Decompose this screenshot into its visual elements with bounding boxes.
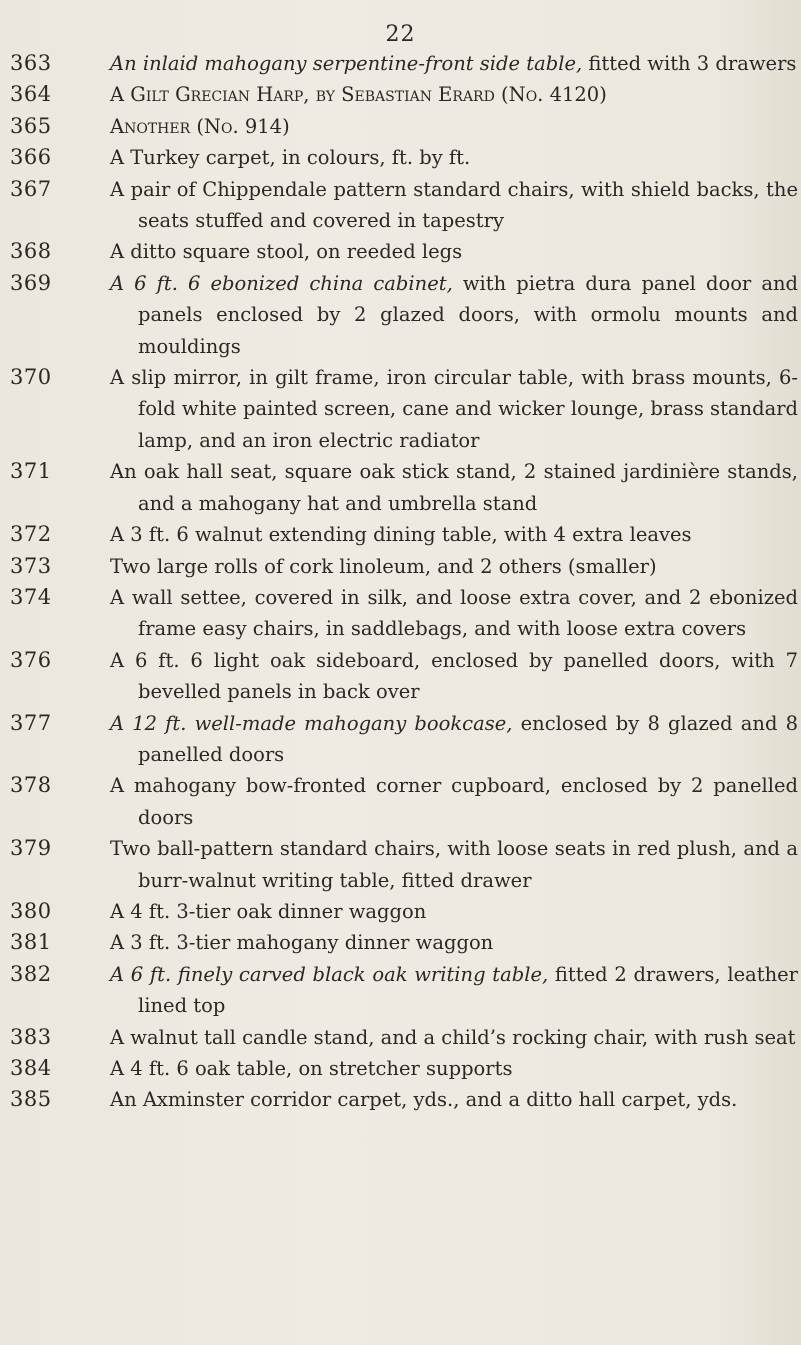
lot-number: 385 (10, 1087, 52, 1112)
description-text: An oak hall seat, square oak stick stand, 2 stained jardinière stands, and a mahogany hat and umbrella stand (110, 460, 798, 515)
lot-description (110, 174, 798, 237)
lot-number: 365 (10, 113, 52, 138)
lot-number: 363 (10, 51, 52, 75)
lot-description (110, 48, 798, 79)
description-text: A Gilt Grecian Harp, by Sebastian Erard (No. 4120) (110, 83, 607, 107)
lot-description (110, 833, 798, 896)
lot-entry (0, 362, 801, 456)
description-text: A ditto square stool, on reeded legs (110, 240, 463, 264)
lot-entry (0, 959, 801, 1022)
description-text: A slip mirror, in gilt frame, iron circular table, with brass mounts, 6-fold white painted screen, cane and wicker lounge, brass standard lamp, and an iron electric radiator (110, 366, 798, 452)
description-text: A 6 ft. finely carved black oak writing table, (110, 962, 549, 986)
lot-number: 367 (10, 176, 52, 201)
lot-description (110, 582, 798, 645)
lot-description (110, 1022, 798, 1053)
lot-description (110, 770, 798, 833)
description-text: enclosed by 8 glazed and 8 panelled doors (138, 711, 798, 766)
lot-entry (0, 1053, 801, 1084)
description-text: A 4 ft. 3-tier oak dinner waggon (110, 899, 427, 923)
lot-entry (0, 236, 801, 267)
lot-description (110, 645, 798, 708)
description-text: fitted 2 drawers, leather lined top (138, 962, 798, 1018)
lot-entry (0, 582, 801, 645)
lot-entry (0, 111, 801, 142)
lot-description (110, 1053, 798, 1084)
lot-list (0, 48, 801, 1116)
description-text: Two large rolls of cork linoleum, and 2 others (smaller) (110, 554, 657, 578)
description-text: An inlaid mahogany serpentine-front side table, (110, 52, 583, 75)
lot-number: 373 (10, 553, 52, 578)
lot-number: 384 (10, 1056, 52, 1080)
lot-entry (0, 519, 801, 550)
lot-description (110, 927, 798, 958)
lot-description (110, 111, 798, 142)
lot-description (110, 519, 798, 550)
lot-entry (0, 48, 801, 79)
lot-number: 369 (10, 270, 52, 295)
lot-entry (0, 174, 801, 237)
lot-entry (0, 268, 801, 362)
lot-description (110, 896, 798, 927)
lot-entry (0, 896, 801, 927)
lot-number: 377 (10, 710, 52, 735)
description-text: A 6 ft. 6 light oak sideboard, enclosed by panelled doors, with 7 bevelled panels in back over (110, 648, 798, 704)
description-text: An Axminster corridor carpet, yds., and a ditto hall carpet, yds. (110, 1088, 738, 1112)
description-text: A walnut tall candle stand, and a child’s rocking chair, with rush seat (110, 1025, 796, 1049)
lot-entry (0, 833, 801, 896)
lot-number: 364 (10, 82, 52, 107)
lot-entry (0, 1084, 801, 1115)
lot-number: 374 (10, 584, 52, 609)
lot-number: 372 (10, 522, 52, 547)
lot-description (110, 79, 798, 110)
lot-description (110, 551, 798, 582)
description-text: A 4 ft. 6 oak table, on stretcher supports (110, 1057, 513, 1080)
lot-entry (0, 79, 801, 110)
lot-number: 378 (10, 773, 52, 798)
lot-description (110, 362, 798, 456)
description-text: A 3 ft. 6 walnut extending dining table, with 4 extra leaves (110, 523, 692, 547)
lot-entry (0, 645, 801, 708)
lot-description (110, 456, 798, 519)
lot-number: 382 (10, 961, 52, 986)
description-text: fitted with 3 drawers (582, 52, 797, 75)
description-text: A Turkey carpet, in colours, ft. by ft. (110, 146, 471, 170)
description-text: A mahogany bow-fronted corner cupboard, enclosed by 2 panelled doors (110, 774, 798, 829)
lot-description (110, 236, 798, 267)
lot-entry (0, 1022, 801, 1053)
lot-number: 379 (10, 836, 52, 861)
lot-entry (0, 142, 801, 173)
lot-entry (0, 456, 801, 519)
lot-entry (0, 551, 801, 582)
lot-number: 371 (10, 459, 52, 484)
description-text: A 12 ft. well-made mahogany bookcase, (110, 711, 513, 735)
description-text: with pietra dura panel door and panels enclosed by 2 glazed doors, with ormolu mounts and mouldings (138, 271, 798, 358)
lot-entry (0, 708, 801, 771)
lot-entry (0, 770, 801, 833)
page-number: 22 (385, 22, 416, 47)
lot-description (110, 268, 798, 362)
description-text: A 3 ft. 3-tier mahogany dinner waggon (110, 931, 494, 955)
lot-description (110, 1084, 798, 1115)
lot-entry (0, 927, 801, 958)
lot-description (110, 708, 798, 771)
description-text: A pair of Chippendale pattern standard chairs, with shield backs, the seats stuffed and covered in tapestry (110, 177, 798, 233)
description-text: Two ball-pattern standard chairs, with loose seats in red plush, and a burr-walnut writing table, fitted drawer (110, 837, 798, 892)
description-text: A 6 ft. 6 ebonized china cabinet, (110, 271, 453, 295)
lot-number: 376 (10, 647, 52, 672)
lot-description (110, 142, 798, 173)
lot-number: 381 (10, 930, 52, 955)
lot-number: 366 (10, 145, 52, 170)
description-text: A wall settee, covered in silk, and loose extra cover, and 2 ebonized frame easy chairs, in saddlebags, and with loose extra covers (110, 585, 798, 641)
lot-number: 370 (10, 365, 52, 390)
lot-number: 380 (10, 898, 52, 923)
description-text: Another (No. 914) (110, 114, 290, 138)
lot-number: 368 (10, 239, 52, 264)
lot-description (110, 959, 798, 1022)
lot-number: 383 (10, 1024, 52, 1049)
